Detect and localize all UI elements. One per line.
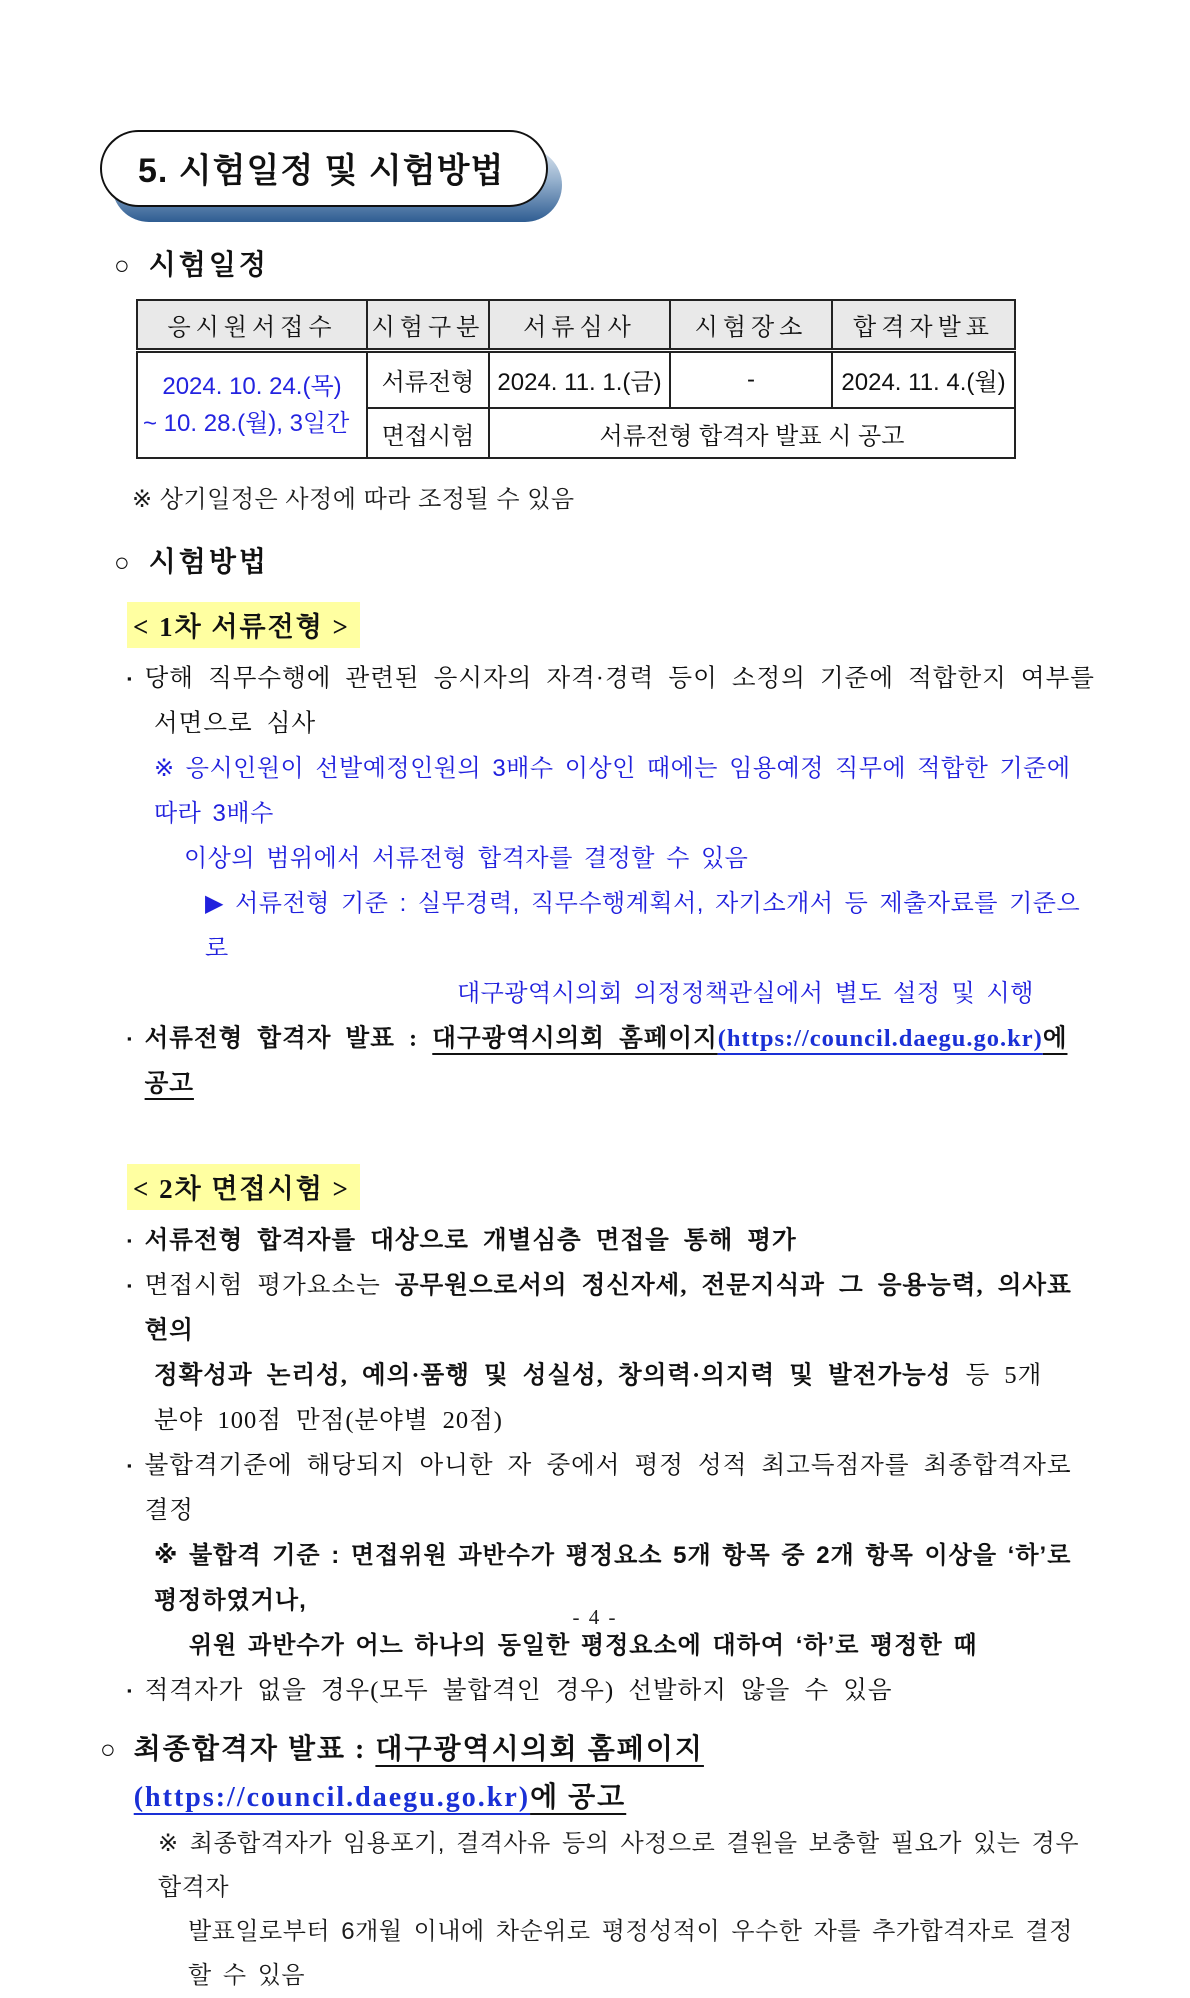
section-title: 5. 시험일정 및 시험방법 <box>100 130 548 207</box>
final-announce-site: 대구광역시의회 홈페이지 <box>375 1734 704 1765</box>
table-row <box>137 350 1015 408</box>
final-note-line2: 발표일로부터 6개월 이내에 차순위로 평정성적이 우수한 자를 추가합격자로 결정할 수 있음 <box>188 1918 1073 1989</box>
square-bullet-icon: ▪ <box>127 1458 133 1473</box>
circle-bullet-icon: ○ <box>114 250 133 280</box>
circle-bullet-icon: ○ <box>114 547 133 577</box>
stage2-bullet1 <box>127 1218 1095 1263</box>
method-heading-label: 시험방법 <box>148 547 269 578</box>
stage2-bullet2-bold2: 정확성과 논리성, 예의·품행 및 성실성, 창의력·의지력 및 발전가능성 <box>154 1362 952 1389</box>
stage1-note2-line2: 대구광역시의회 의정정책관실에서 별도 설정 및 시행 <box>457 980 1034 1007</box>
stage2-bullet4 <box>127 1668 1095 1713</box>
col-header-announcement: 합격자발표 <box>832 300 1015 350</box>
final-announce-url-link[interactable]: (https://council.daegu.go.kr) <box>133 1782 531 1813</box>
stage1-bullet1-cont: 서면으로 심사 <box>154 710 317 737</box>
stage1-announce-url-link[interactable]: (https://council.daegu.go.kr) <box>717 1025 1043 1052</box>
stage2-fail-note-line2: 위원 과반수가 어느 하나의 동일한 평정요소에 대하여 ‘하’로 평정한 때 <box>189 1632 978 1659</box>
stage2-fail-note-line1: ※ 불합격 기준 : 면접위원 과반수가 평정요소 5개 항목 중 2개 항목 이상을 ‘하’로 평정하였거나, <box>154 1542 1072 1614</box>
row2-merged-note: 서류전형 합격자 발표 시 공고 <box>489 408 1015 458</box>
stage1-announce-site: 대구광역시의회 홈페이지 <box>432 1025 718 1052</box>
col-header-exam-place: 시험장소 <box>670 300 832 350</box>
stage2-bullet3 <box>127 1443 1095 1533</box>
row2-exam-type: 면접시험 <box>367 408 489 458</box>
stage1-title-highlight: < 1차 서류전형 > <box>127 602 360 648</box>
col-header-doc-screening: 서류심사 <box>489 300 670 350</box>
final-announce-line <box>100 1725 1095 1822</box>
stage1-announce-line <box>127 1016 1095 1106</box>
stage2-bullet2-prefix: 면접시험 평가요소는 <box>144 1272 395 1299</box>
stage2-bullet4-text: 적격자가 없을 경우(모두 불합격인 경우) 선발하지 않을 수 있음 <box>144 1677 893 1704</box>
row1-exam-type: 서류전형 <box>367 350 489 408</box>
table-header-row <box>137 300 1015 350</box>
stage1-note1-line1: ※ 응시인원이 선발예정인원의 3배수 이상인 때에는 임용예정 직무에 적합한 기준에 따라 3배수 <box>154 755 1071 827</box>
stage1-announce-prefix: 서류전형 합격자 발표 : <box>144 1025 433 1052</box>
row1-announce-date: 2024. 11. 4.(월) <box>832 350 1015 408</box>
stage2-bullet2-bold1: 공무원으로서의 정신자세, 전문지식과 그 응용능력, 의사표현의 <box>144 1272 1072 1344</box>
final-announce-suffix: 에 공고 <box>530 1782 627 1813</box>
stage1-bullet1-text: 당해 직무수행에 관련된 응시자의 자격·경력 등이 소정의 기준에 적합한지 여부를 <box>144 665 1095 692</box>
schedule-change-note: ※ 상기일정은 사정에 따라 조정될 수 있음 <box>132 486 575 513</box>
stage1-bullet1 <box>127 656 1095 701</box>
stage1-section <box>127 580 1095 1713</box>
stage2-bullet3-text: 불합격기준에 해당되지 아니한 자 중에서 평정 성적 최고득점자를 최종합격자로 결정 <box>144 1452 1072 1524</box>
stage2-bullet1-text: 서류전형 합격자를 대상으로 개별심층 면접을 통해 평가 <box>144 1227 797 1254</box>
stage1-note2-line1: ▶ 서류전형 기준 : 실무경력, 직무수행계획서, 자기소개서 등 제출자료를 기준으로 <box>205 890 1081 962</box>
stage2-title-highlight: < 2차 면접시험 > <box>127 1164 360 1210</box>
row1-place: - <box>670 350 832 408</box>
square-bullet-icon: ▪ <box>127 1233 133 1248</box>
application-period-cell <box>137 350 367 458</box>
stage2-bullet2 <box>127 1263 1095 1353</box>
application-period-line2: ~ 10. 28.(월), 3일간 <box>143 409 350 437</box>
schedule-heading-label: 시험일정 <box>148 250 269 281</box>
section-title-banner <box>100 130 548 207</box>
stage1-announce-suffix: 에 공고 <box>144 1025 1068 1097</box>
stage2-bullet2-cont1 <box>154 1353 1095 1398</box>
page-number: - 4 - <box>572 1605 618 1629</box>
circle-bullet-icon: ○ <box>100 1734 118 1764</box>
stage2-bullet2-tail: 등 5개 <box>951 1362 1043 1389</box>
square-bullet-icon: ▪ <box>127 671 133 686</box>
exam-schedule-table <box>136 299 1016 459</box>
stage2-bullet2-cont2: 분야 100점 만점(분야별 20점) <box>154 1407 503 1434</box>
spacer <box>127 1106 1095 1142</box>
final-announce-prefix: 최종합격자 발표 : <box>133 1734 376 1765</box>
stage1-note1-line2: 이상의 범위에서 서류전형 합격자를 결정할 수 있음 <box>184 845 749 872</box>
row1-screening-date: 2024. 11. 1.(금) <box>489 350 670 408</box>
schedule-heading <box>114 243 1095 283</box>
square-bullet-icon: ▪ <box>127 1031 133 1046</box>
square-bullet-icon: ▪ <box>127 1278 133 1293</box>
col-header-exam-type: 시험구분 <box>367 300 489 350</box>
final-note-line1: ※ 최종합격자가 임용포기, 결격사유 등의 사정으로 결원을 보충할 필요가 있는 경우 합격자 <box>158 1830 1080 1901</box>
method-heading <box>114 540 1095 580</box>
col-header-application: 응시원서접수 <box>137 300 367 350</box>
square-bullet-icon: ▪ <box>127 1683 133 1698</box>
application-period-line1: 2024. 10. 24.(목) <box>162 372 342 400</box>
